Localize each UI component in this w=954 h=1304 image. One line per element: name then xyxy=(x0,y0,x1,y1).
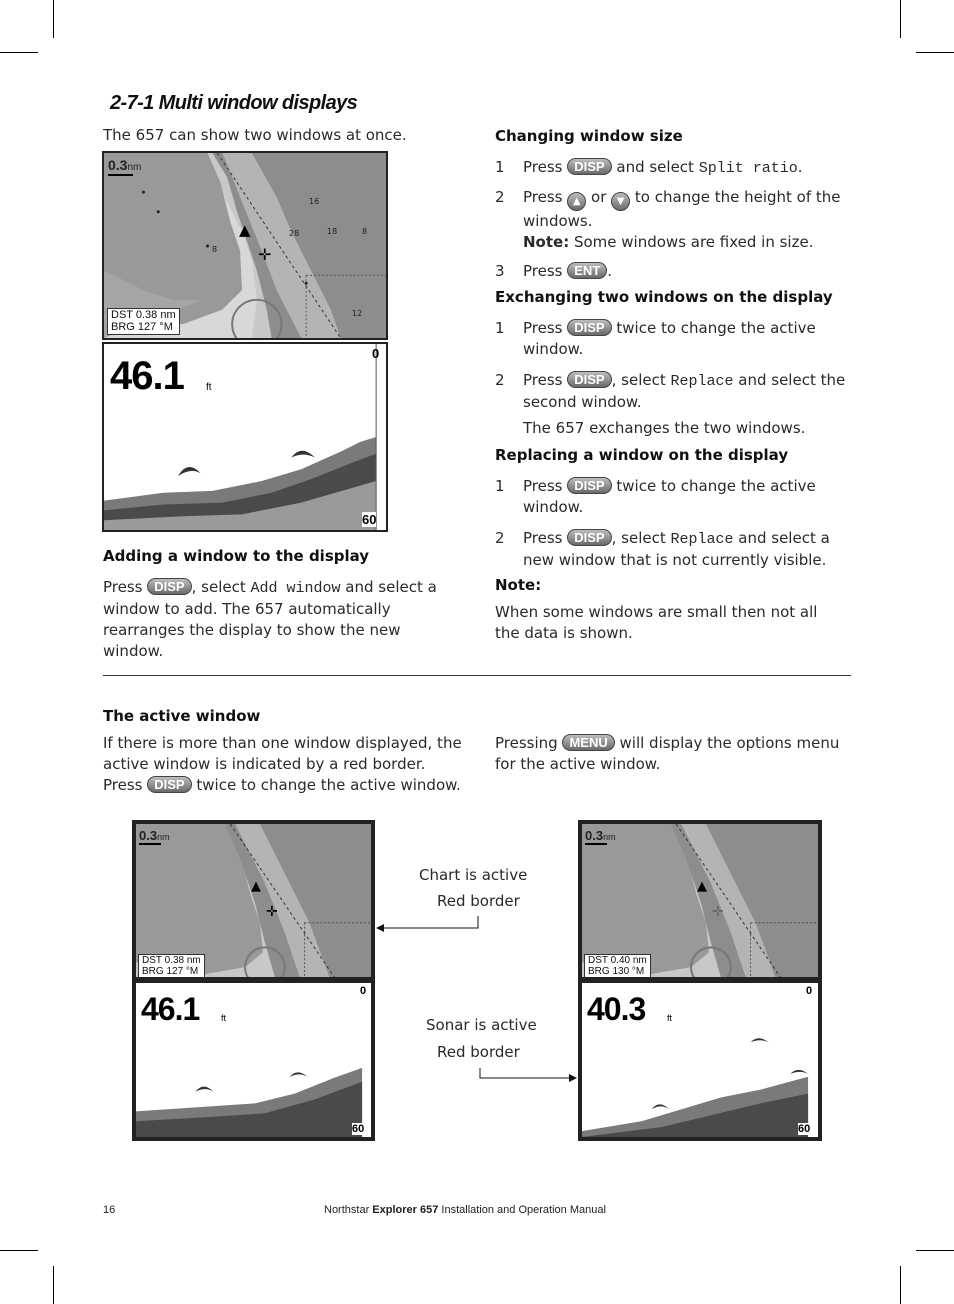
note-text: When some windows are small then not all the data is shown. xyxy=(495,603,818,642)
note-heading: Note: xyxy=(495,576,542,594)
scale-readout: 0.3nm xyxy=(585,828,616,843)
scale-readout: 0.3nm xyxy=(139,828,170,843)
section-divider xyxy=(103,675,851,676)
depth-readout: 40.3 xyxy=(587,991,646,1027)
scale-bar xyxy=(139,843,161,845)
depth-unit: ft xyxy=(221,1013,227,1023)
sounding: 8 xyxy=(212,245,218,254)
range-top: 0 xyxy=(360,985,367,997)
callout-sonar-active: Sonar is active xyxy=(426,1016,537,1034)
range-top: 0 xyxy=(372,346,380,361)
sounding: 12 xyxy=(352,309,363,318)
depth-readout: 46.1 xyxy=(110,354,184,398)
active-right-text: Pressing MENU will display the options menu for the active window. xyxy=(495,734,840,773)
callout-arrows xyxy=(370,910,590,1090)
sounding: 28 xyxy=(289,229,300,238)
section-title: 2-7-1 Multi window displays xyxy=(110,92,358,114)
crop-mark xyxy=(53,1266,54,1304)
changing-step-2: 2 Press ▲ or ▼ to change the height of the windows. Note: Some windows are fixed in size. xyxy=(495,188,841,251)
menu-button[interactable]: MENU xyxy=(562,734,614,751)
range-bottom: 60 xyxy=(352,1123,365,1135)
scale-readout: 0.3nm xyxy=(108,157,142,173)
sonar-window xyxy=(581,982,819,1138)
ent-button[interactable]: ENT xyxy=(567,262,607,279)
exchanging-result: The 657 exchanges the two windows. xyxy=(523,419,806,437)
dst-brg-panel xyxy=(107,308,180,335)
replacing-heading: Replacing a window on the display xyxy=(495,446,789,464)
figure-sonar-active xyxy=(578,820,822,1141)
page-number: 16 xyxy=(103,1204,116,1216)
disp-button[interactable]: DISP xyxy=(147,578,191,595)
range-bottom: 60 xyxy=(798,1123,811,1135)
adding-text: Press DISP , select Add window and select a window to add. The 657 automatically rearranges the display to show the new window. xyxy=(103,578,437,660)
disp-button[interactable]: DISP xyxy=(567,529,611,546)
crop-mark xyxy=(0,1250,38,1251)
crop-mark xyxy=(53,0,54,38)
up-arrow-button[interactable]: ▲ xyxy=(567,192,586,211)
vessel-icon: ▲ xyxy=(239,221,251,239)
disp-button[interactable]: DISP xyxy=(567,477,611,494)
right-column: Changing window size 1 Press DISP and select Split ratio. 2 Press ▲ or ▼ to change the height of the windows. Note: Some windows are fixed in size. 3 Press ENT . Exchanging two windows on the display 1 Press DISP twice to change the active window. 2 Press DISP , select Replace and select the second window. The 657 exchanges the two windows. Replacing a window on the display 1 Press DISP twice to change the active window. 2 Press DISP , select Replace and select a new window that is not currently visible. Note: When some windows are small then not all the data is shown. xyxy=(495,125,855,655)
cursor-icon: ✛ xyxy=(266,904,278,920)
vessel-icon: ▲ xyxy=(251,879,261,894)
callout-chart-active: Chart is active xyxy=(419,866,528,884)
disp-button[interactable]: DISP xyxy=(147,776,191,793)
crop-mark xyxy=(900,0,901,38)
disp-button[interactable]: DISP xyxy=(567,319,611,336)
depth-unit: ft xyxy=(206,382,212,393)
range-top: 0 xyxy=(806,985,813,997)
intro-text: The 657 can show two windows at once. xyxy=(103,126,407,144)
brg-readout: BRG 127 °M xyxy=(111,320,173,333)
disp-button[interactable]: DISP xyxy=(567,158,611,175)
callout-sonar-border: Red border xyxy=(437,1043,520,1061)
changing-heading: Changing window size xyxy=(495,127,683,145)
sounding: 18 xyxy=(327,227,338,236)
scale-bar xyxy=(585,843,607,845)
sonar-window xyxy=(135,982,372,1138)
cursor-icon: ✛ xyxy=(258,245,272,264)
crop-mark xyxy=(900,1266,901,1304)
range-bottom: 60 xyxy=(362,512,377,527)
disp-button[interactable]: DISP xyxy=(567,371,611,388)
sounding: 8 xyxy=(362,227,368,236)
active-left-text: If there is more than one window displayed, the active window is indicated by a red border. Press DISP twice to change the active window. xyxy=(103,734,462,794)
figure-chart-active xyxy=(132,820,375,1141)
depth-unit: ft xyxy=(667,1013,673,1023)
down-arrow-button[interactable]: ▼ xyxy=(611,192,630,211)
dst-brg-panel: DST 0.38 nm BRG 127 °M xyxy=(138,954,205,978)
callout-chart-border: Red border xyxy=(437,892,520,910)
code-add-window: Add window xyxy=(250,580,341,597)
chart-window xyxy=(581,823,819,978)
sounding: 16 xyxy=(309,197,320,206)
adding-heading: Adding a window to the display xyxy=(103,547,370,565)
chart-window xyxy=(102,151,388,340)
vessel-icon: ▲ xyxy=(697,879,707,894)
crop-mark xyxy=(916,52,954,53)
crop-mark xyxy=(0,52,38,53)
cursor-icon: ✛ xyxy=(712,904,724,920)
depth-readout: 46.1 xyxy=(141,991,200,1027)
dst-brg-panel: DST 0.40 nm BRG 130 °M xyxy=(584,954,651,978)
scale-bar xyxy=(108,174,133,176)
active-heading: The active window xyxy=(103,707,261,725)
crop-mark xyxy=(916,1250,954,1251)
dst-readout: DST 0.38 nm xyxy=(111,309,176,321)
footer-title: Northstar Explorer 657 Installation and Operation Manual xyxy=(324,1204,606,1216)
sonar-window xyxy=(102,342,388,532)
exchanging-heading: Exchanging two windows on the display xyxy=(495,288,833,306)
chart-window xyxy=(135,823,372,978)
